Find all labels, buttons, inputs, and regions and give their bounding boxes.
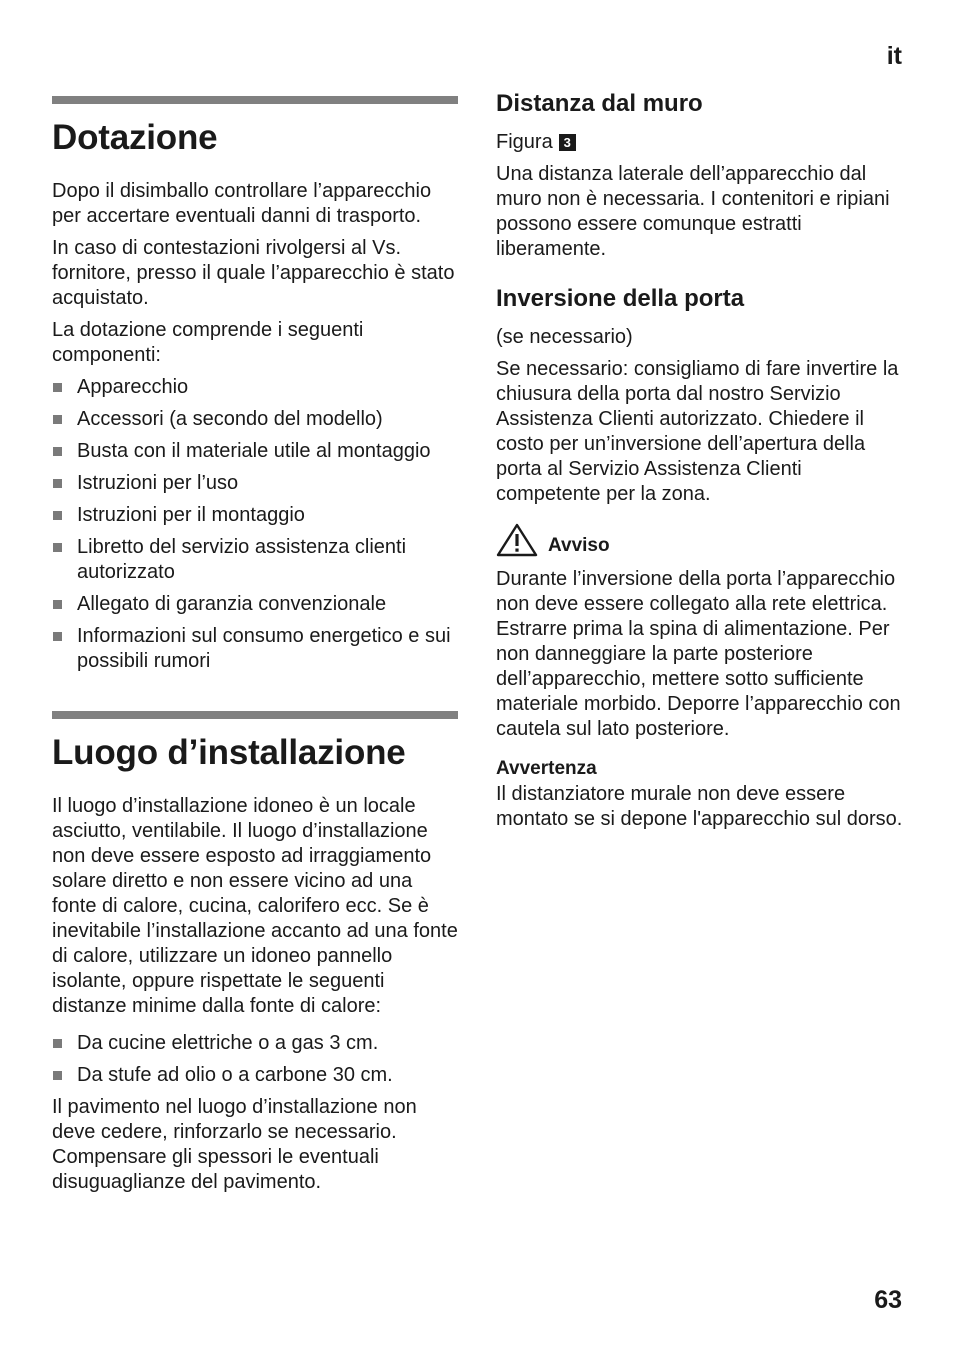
- section-heading: Inversione della porta: [496, 285, 745, 312]
- list-item-text: Istruzioni per il montaggio: [77, 504, 305, 526]
- section-rule: [52, 96, 458, 104]
- note-label: Avvertenza: [496, 758, 597, 779]
- bullet-icon: [53, 600, 62, 609]
- list-item: [52, 1063, 458, 1088]
- section-inversione-porta: [496, 283, 906, 832]
- section-dotazione: [52, 96, 458, 674]
- bullet-icon: [53, 543, 62, 552]
- distances-list: [52, 1031, 458, 1088]
- paragraph: Una distanza laterale dell’apparecchio dal muro non è necessaria. I contenitori e ripiani possono essere comunque estratti liberamente.: [496, 163, 890, 260]
- list-item-text: Informazioni sul consumo energetico e sui possibili rumori: [77, 625, 451, 672]
- paragraph: Se necessario: consigliamo di fare invertire la chiusura della porta dal nostro Servizio Assistenza Clienti autorizzato. Chiedere il costo per un’inversione dell’apertura della porta al Servizio Assistenza Clienti competente per la zona.: [496, 358, 899, 505]
- list-item: [52, 624, 458, 674]
- section-distanza-muro: [496, 88, 906, 262]
- figure-number: 3: [559, 134, 576, 151]
- language-code: it: [886, 42, 902, 70]
- section-rule: [52, 711, 458, 719]
- section-title: Luogo d’installazione: [52, 733, 406, 772]
- paragraph: In caso di contestazioni rivolgersi al Vs. fornitore, presso il quale l’apparecchio è stato acquistato.: [52, 237, 455, 309]
- bullet-icon: [53, 511, 62, 520]
- bullet-icon: [53, 632, 62, 641]
- list-item-text: Apparecchio: [77, 376, 189, 398]
- bullet-icon: [53, 479, 62, 488]
- list-item: [52, 407, 458, 432]
- list-item-text: Allegato di garanzia convenzionale: [77, 593, 387, 615]
- figure-reference: [496, 130, 906, 155]
- list-item: [52, 592, 458, 617]
- list-item-text: Accessori (a secondo del modello): [77, 408, 383, 430]
- list-item: [52, 1031, 458, 1056]
- paragraph: (se necessario): [496, 326, 633, 348]
- warning-text: Durante l’inversione della porta l’apparecchio non deve essere collegato alla rete elettrica. Estrarre prima la spina di alimentazione. Per non danneggiare la parte posteriore dell’apparecchio, mettere sotto sufficiente materiale morbido. Deporre l’apparecchio con cautela sul lato posteriore.: [496, 568, 901, 740]
- list-item-text: Istruzioni per l’uso: [77, 472, 239, 494]
- warning-header: [496, 523, 906, 557]
- list-item: [52, 471, 458, 496]
- bullet-icon: [53, 1071, 62, 1080]
- bullet-icon: [53, 383, 62, 392]
- list-item-text: Da cucine elettriche o a gas 3 cm.: [77, 1032, 379, 1054]
- list-item: [52, 535, 458, 585]
- list-item-text: Da stufe ad olio o a carbone 30 cm.: [77, 1064, 393, 1086]
- list-item-text: Busta con il materiale utile al montaggio: [77, 440, 431, 462]
- page-number: 63: [874, 1286, 902, 1314]
- warning-triangle-icon: [496, 523, 538, 557]
- bullet-icon: [53, 415, 62, 424]
- section-heading: Distanza dal muro: [496, 90, 703, 117]
- warning-label: Avviso: [548, 535, 610, 556]
- paragraph: Il pavimento nel luogo d’installazione non deve cedere, rinforzarlo se necessario. Compensare gli spessori le eventuali disuguaglianze del pavimento.: [52, 1096, 417, 1193]
- bullet-icon: [53, 447, 62, 456]
- list-item: [52, 503, 458, 528]
- left-column: [52, 96, 458, 1202]
- section-luogo-installazione: [52, 711, 458, 1195]
- list-item-text: Libretto del servizio assistenza clienti autorizzato: [77, 536, 407, 583]
- bullet-icon: [53, 1039, 62, 1048]
- paragraph: La dotazione comprende i seguenti componenti:: [52, 319, 364, 366]
- list-item: [52, 439, 458, 464]
- list-item: [52, 375, 458, 400]
- paragraph: Dopo il disimballo controllare l’apparecchio per accertare eventuali danni di trasporto.: [52, 180, 432, 227]
- section-title: Dotazione: [52, 118, 218, 157]
- components-list: [52, 375, 458, 674]
- figure-label: Figura: [496, 131, 553, 153]
- right-column: [496, 88, 906, 839]
- paragraph: Il luogo d’installazione idoneo è un locale asciutto, ventilabile. Il luogo d’installazione non deve essere esposto ad irraggiamento solare diretto e non essere vicino ad una fonte di calore, cucina, calorifero ecc. Se è inevitabile l’installazione accanto ad una fonte di calore, utilizzare un idoneo pannello isolante, oppure rispettate le seguenti distanze minime dalla fonte di calore:: [52, 795, 458, 1017]
- note-text: Il distanziatore murale non deve essere montato se si depone l'apparecchio sul dorso.: [496, 783, 903, 830]
